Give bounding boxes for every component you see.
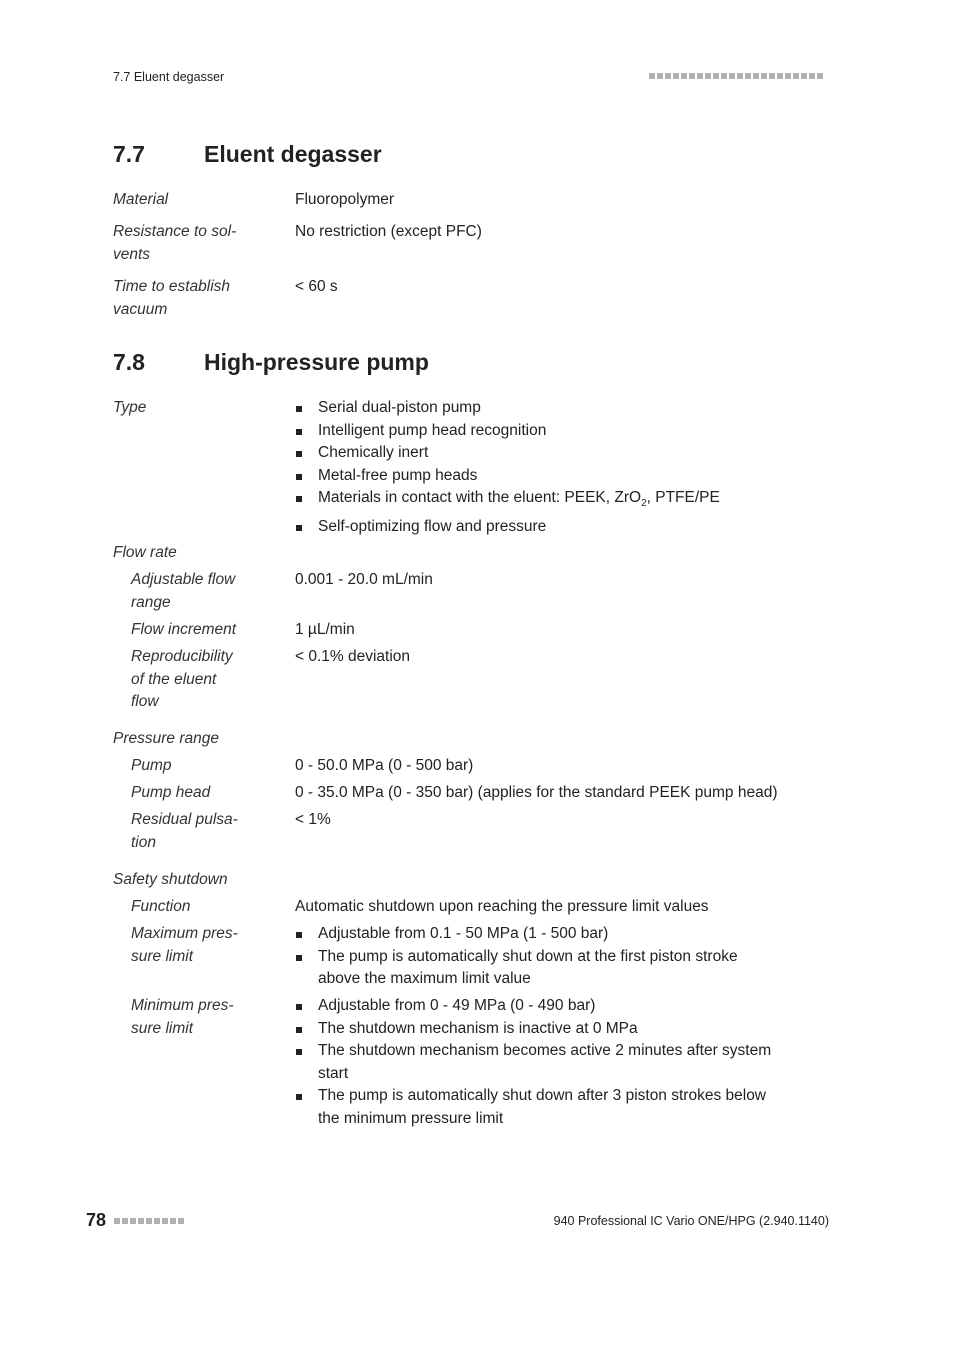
list-item: Self-optimizing flow and pressure	[295, 516, 720, 539]
list-item	[295, 1040, 771, 1085]
list-item: Metal-free pump heads	[295, 465, 720, 488]
list-item	[295, 1018, 771, 1041]
running-header-title: 7.7 Eluent degasser	[113, 70, 225, 84]
label-line: vacuum	[113, 300, 168, 318]
spec-value-flow-increment: 1 µL/min	[295, 621, 355, 638]
label-line: Reproducibility	[131, 648, 233, 665]
section-number: 7.8	[113, 349, 145, 375]
section-title: Eluent degasser	[204, 141, 382, 167]
line: The shutdown mechanism becomes active 2 minutes after system	[318, 1042, 772, 1059]
group-label-flow-rate: Flow rate	[113, 544, 177, 561]
list-item: Chemically inert	[295, 442, 720, 465]
spec-label-residual-pulsation	[131, 809, 238, 854]
min-pressure-list	[295, 995, 771, 1130]
spec-value-adjustable-flow: 0.001 - 20.0 mL/min	[295, 571, 433, 588]
list-item	[295, 946, 738, 991]
spec-value-pump-head: 0 - 35.0 MPa (0 - 350 bar) (applies for the standard PEEK pump head)	[295, 784, 778, 801]
spec-label-resistance	[113, 221, 236, 266]
label-line: Resistance to sol-	[113, 223, 237, 240]
line: The pump is automatically shut down after 3 piston strokes below	[318, 1087, 767, 1104]
list-item	[295, 995, 771, 1018]
spec-label-vacuum-time	[113, 276, 230, 321]
header-decoration-dots	[649, 73, 823, 79]
label-line: tion	[131, 833, 156, 851]
text-run: Materials in contact with the eluent: PEEK, ZrO	[318, 489, 642, 506]
label-line: Adjustable flow	[131, 571, 236, 588]
footer-product-title: 940 Professional IC Vario ONE/HPG (2.940.1140)	[553, 1214, 829, 1228]
spec-label-material: Material	[113, 191, 169, 208]
label-line: of the eluent	[131, 670, 217, 688]
text-run: , PTFE/PE	[646, 489, 720, 506]
list-item: Serial dual-piston pump	[295, 397, 720, 420]
subscript: 2	[641, 498, 647, 510]
max-pressure-list	[295, 923, 738, 991]
spec-label-max-pressure	[131, 923, 238, 968]
line: above the maximum limit value	[318, 970, 531, 987]
label-line: Residual pulsa-	[131, 811, 238, 828]
list-item	[295, 487, 720, 516]
label-line: Maximum pres-	[131, 925, 238, 942]
section-heading-degasser	[113, 141, 382, 168]
spec-label-reproducibility	[131, 646, 233, 714]
list-item: Intelligent pump head recognition	[295, 420, 720, 443]
section-number: 7.7	[113, 141, 145, 167]
page-number: 78	[86, 1210, 107, 1230]
spec-label-min-pressure	[131, 995, 233, 1040]
spec-label-adjustable-flow	[131, 569, 235, 614]
list-item	[295, 1085, 771, 1130]
spec-value-resistance: No restriction (except PFC)	[295, 223, 482, 240]
line: The shutdown mechanism is inactive at 0 MPa	[318, 1019, 638, 1037]
label-line: sure limit	[131, 947, 194, 965]
type-list	[295, 397, 720, 538]
footer-decoration-dots	[114, 1218, 184, 1224]
label-line: sure limit	[131, 1019, 194, 1037]
spec-label-flow-increment: Flow increment	[131, 621, 237, 638]
group-label-pressure-range: Pressure range	[113, 730, 219, 747]
line: The pump is automatically shut down at the first piston stroke	[318, 947, 738, 965]
spec-value-vacuum-time: < 60 s	[295, 278, 338, 295]
section-heading-pump	[113, 349, 429, 376]
spec-label-pump-head: Pump head	[131, 784, 211, 801]
line: Adjustable from 0.1 - 50 MPa (1 - 500 bar)	[318, 925, 609, 942]
section-title: High-pressure pump	[204, 349, 429, 375]
spec-value-material: Fluoropolymer	[295, 191, 395, 208]
spec-label-type: Type	[113, 399, 147, 416]
label-line: Time to establish	[113, 278, 231, 295]
label-line: Minimum pres-	[131, 997, 234, 1014]
spec-value-residual-pulsation: < 1%	[295, 811, 331, 828]
spec-label-function: Function	[131, 898, 191, 915]
spec-label-pump-pressure: Pump	[131, 757, 172, 774]
label-line: flow	[131, 693, 159, 710]
line: start	[318, 1064, 349, 1082]
group-label-safety-shutdown: Safety shutdown	[113, 871, 228, 888]
list-item	[295, 923, 738, 946]
spec-value-function: Automatic shutdown upon reaching the pressure limit values	[295, 898, 709, 915]
spec-value-reproducibility: < 0.1% deviation	[295, 648, 411, 665]
spec-value-pump-pressure: 0 - 50.0 MPa (0 - 500 bar)	[295, 757, 474, 774]
label-line: vents	[113, 245, 151, 263]
line: Adjustable from 0 - 49 MPa (0 - 490 bar)	[318, 997, 596, 1014]
label-line: range	[131, 593, 171, 611]
line: the minimum pressure limit	[318, 1109, 504, 1127]
